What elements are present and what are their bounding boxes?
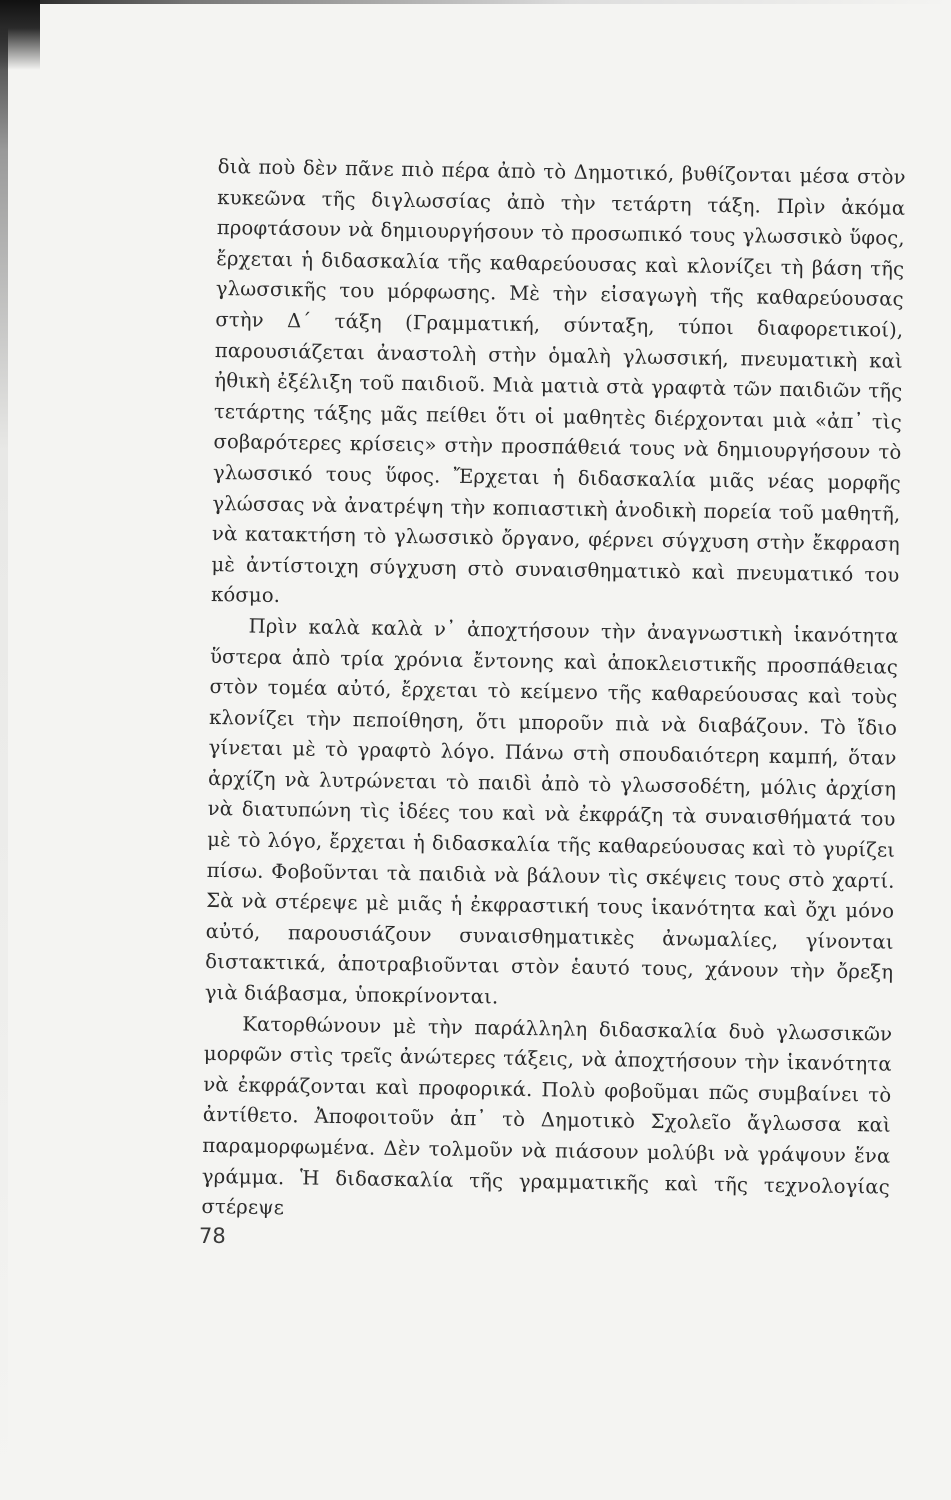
paragraph-3: Κατορθώνουν μὲ τὴν παράλληλη διδασκαλία δυὸ γλωσσικῶν μορφῶν στὶς τρεῖς ἀνώτερες τάξεις, νὰ ἀποχτήσουν τὴν ἱκανότητα νὰ ἐκφράζονται καὶ προφορικά. Πολὺ φοβοῦμαι πῶς συμβαίνει τὸ ἀντίθετο. Ἀποφοιτοῦν ἀπ᾿ τὸ Δημοτικὸ Σχολεῖο ἄγλωσσα καὶ παραμορφωμένα. Δὲν τολμοῦν νὰ πιάσουν μολύβι νὰ γράψουν ἕνα γράμμα. Ἡ διδασκαλία τῆς γραμματικῆς καὶ τῆς τεχνολογίας στέρεψε (201, 1012, 893, 1220)
body-text (201, 152, 906, 1233)
scan-edge-top (0, 0, 951, 4)
page-number: 78 (199, 1224, 226, 1248)
paragraph-2: Πρὶν καλὰ καλὰ ν᾿ ἀποχτήσουν τὴν ἀναγνωστικὴ ἱκανότητα ὕστερα ἀπὸ τρία χρόνια ἔντονης καὶ ἀποκλειστικῆς προσπάθειας στὸν τομέα αὐτό, ἔρχεται τὸ κείμενο τῆς καθαρεύουσας καὶ τοὺς κλονίζει τὴν πεποίθηση, ὅτι μποροῦν πιὰ νὰ διαβάζουν. Τὸ ἴδιο γίνεται μὲ τὸ γραφτὸ λόγο. Πάνω στὴ σπουδαιότερη καμπή, ὅταν ἀρχίζη νὰ λυτρώνεται τὸ παιδὶ ἀπὸ τὸ γλωσσοδέτη, μόλις ἀρχίση νὰ διατυπώνη τὶς ἰδέες του καὶ νὰ ἐκφράζη τὰ συναισθήματά του μὲ τὸ λόγο, ἔρχεται ἡ διδασκαλία τῆς καθαρεύουσας καὶ τὸ γυρίζει πίσω. Φοβοῦνται τὰ παιδιὰ νὰ βάλουν τὶς σκέψεις τους στὸ χαρτί. Σὰ νὰ στέρεψε μὲ μιᾶς ἡ ἐκφραστική τους ἱκανότητα καὶ ὄχι μόνο αὐτό, παρουσιάζουν συναισθηματικὲς ἀνωμαλίες, γίνονται διστακτικά, ἀποτραβιοῦνται στὸν ἑαυτό τους, χάνουν τὴν ὄρεξη γιὰ διάβασμα, ὑποκρίνονται. (204, 614, 899, 1009)
scan-edge-left (0, 0, 8, 1500)
paragraph-1: διὰ ποὺ δὲν πᾶνε πιὸ πέρα ἀπὸ τὸ Δημοτικό, βυθίζονται μέσα στὸν κυκεῶνα τῆς διγλωσσίας ἀπὸ τὴν τετάρτη τάξη. Πρὶν ἀκόμα προφτάσουν νὰ δημιουργήσουν τὸ προσωπικό τους γλωσσικὸ ὕφος, ἔρχεται ἡ διδασκαλία τῆς καθαρεύουσας καὶ κλονίζει τὴ βάση τῆς γλωσσικῆς του μόρφωσης. Μὲ τὴν εἰσαγωγὴ τῆς καθαρεύουσας στὴν Δ΄ τάξη (Γραμματική, σύνταξη, τύποι διαφορετικοί), παρουσιάζεται ἀναστολὴ στὴν ὁμαλὴ γλωσσική, πνευματικὴ καὶ ἠθικὴ ἐξέλιξη τοῦ παιδιοῦ. Μιὰ ματιὰ στὰ γραφτὰ τῶν παιδιῶν τῆς τετάρτης τάξης μᾶς πείθει ὅτι οἱ μαθητὲς διέρχονται μιὰ «ἀπ᾿ τὶς σοβαρότερες κρίσεις» στὴν προσπάθειά τους νὰ δημιουργήσουν τὸ γλωσσικό τους ὕφος. Ἔρχεται ἡ διδασκαλία μιᾶς νέας μορφῆς γλώσσας νὰ ἀνατρέψη τὴν κοπιαστικὴ ἀνοδικὴ πορεία τοῦ μαθητῆ, νὰ κατακτήση τὸ γλωσσικὸ ὄργανο, φέρνει σύγχυση στὴν ἔκφραση μὲ ἀντίστοιχη σύγχυση στὸ συναισθηματικὸ καὶ πνευματικό του κόσμο. (210, 154, 906, 608)
scan-corner-shadow (0, 0, 40, 70)
